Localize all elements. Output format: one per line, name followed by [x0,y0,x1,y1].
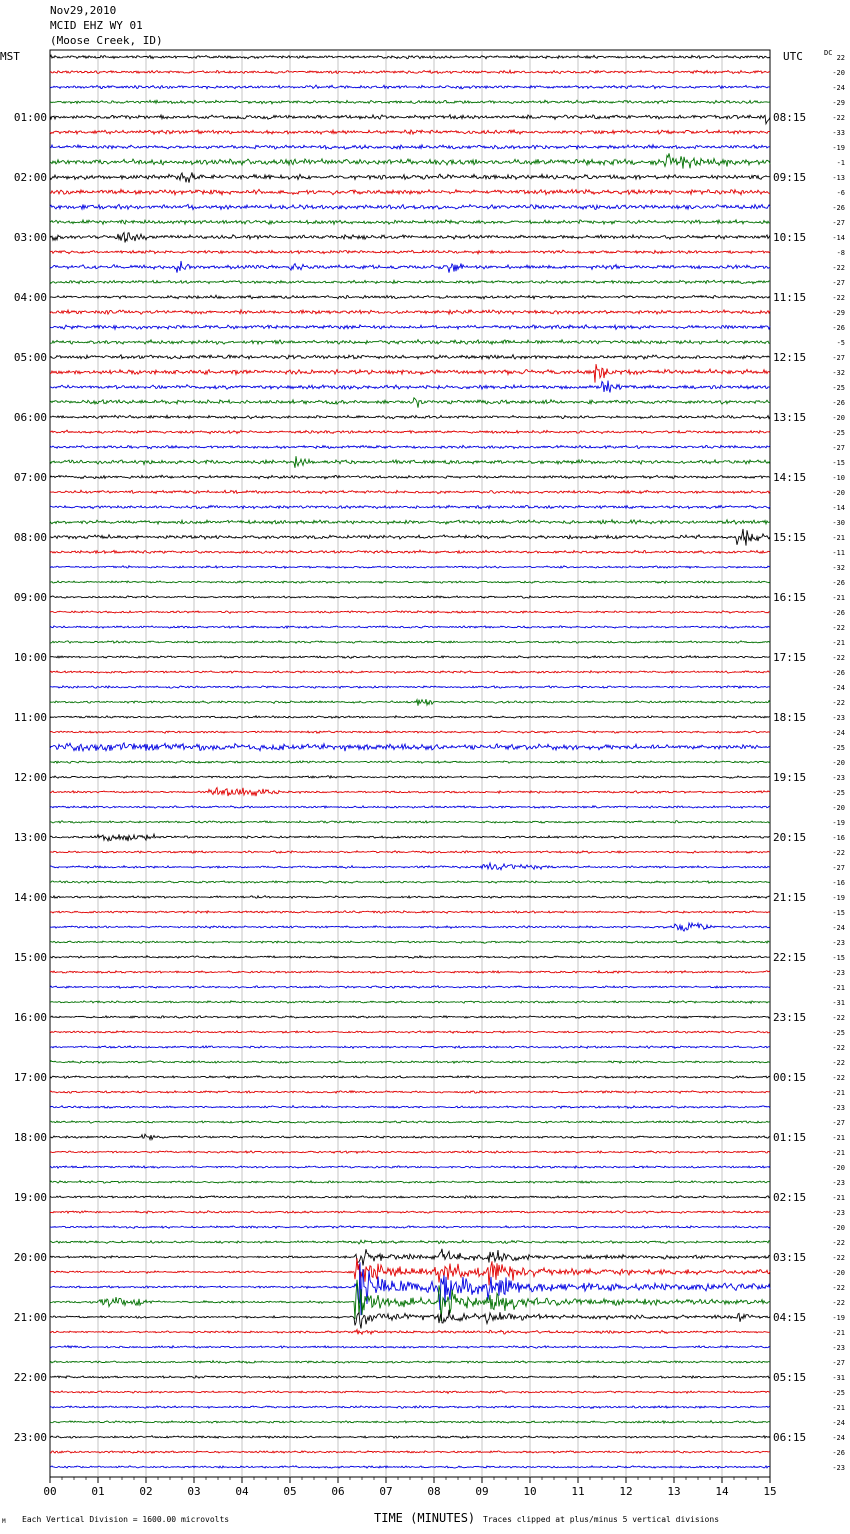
mst-hour-label: 12:00 [13,771,47,784]
dc-offset-label: -27 [832,444,845,452]
dc-offset-label: -22 [832,1254,845,1262]
dc-offset-label: -15 [832,954,845,962]
mst-hour-label: 13:00 [13,831,47,844]
utc-hour-label: 06:15 [773,1431,807,1444]
seismic-trace [50,415,770,419]
seismic-trace [50,325,770,330]
station-location: (Moose Creek, ID) [50,34,163,47]
dc-offset-label: -26 [832,399,845,407]
dc-offset-label: -22 [832,624,845,632]
dc-offset-label: -24 [832,729,845,737]
dc-offset-label: -27 [832,219,845,227]
seismic-trace [50,1361,770,1364]
seismic-trace [50,1226,770,1229]
mst-hour-label: 05:00 [13,351,47,364]
mst-hour-label: 11:00 [13,711,47,724]
seismic-trace [50,923,770,931]
seismic-trace [50,456,770,468]
dc-offset-label: -22 [832,264,845,272]
utc-hour-label: 17:15 [773,651,807,664]
x-tick-label: 07 [379,1485,393,1498]
seismic-trace [50,520,770,524]
mst-hour-label: 04:00 [13,291,47,304]
seismic-trace [50,1181,770,1184]
seismic-trace [50,490,770,494]
dc-offset-label: -22 [832,114,845,122]
utc-hour-label: 14:15 [773,471,807,484]
utc-hour-label: 19:15 [773,771,807,784]
dc-offset-label: -22 [832,1299,845,1307]
seismic-trace [50,851,770,854]
dc-offset-label: -20 [832,69,845,77]
seismic-trace [50,1240,770,1244]
dc-offset-label: -27 [832,1119,845,1127]
mst-hour-label: 16:00 [13,1011,47,1024]
dc-offset-label: -20 [832,804,845,812]
seismic-trace [50,671,770,674]
seismic-trace [50,863,770,870]
dc-offset-label: -22 [832,1239,845,1247]
dc-offset-label: -24 [832,1434,845,1442]
mst-hour-label: 02:00 [13,171,47,184]
dc-offset-label: -11 [832,549,845,557]
seismic-trace [50,1330,770,1335]
dc-offset-label: -25 [832,1029,845,1037]
x-tick-label: 06 [331,1485,345,1498]
seismic-trace [50,100,770,104]
dc-offset-label: -21 [832,1149,845,1157]
utc-hour-label: 04:15 [773,1311,807,1324]
dc-offset-label: -25 [832,429,845,437]
dc-offset-label: -25 [832,384,845,392]
seismic-trace [50,896,770,899]
utc-hour-label: 23:15 [773,1011,807,1024]
dc-offset-label: -22 [832,1014,845,1022]
utc-hour-label: 09:15 [773,171,807,184]
utc-hour-label: 02:15 [773,1191,807,1204]
seismic-trace [50,761,770,764]
utc-hour-label: 16:15 [773,591,807,604]
seismic-trace [50,153,770,168]
seismic-trace [50,364,770,383]
dc-offset-label: -26 [832,669,845,677]
dc-offset-label: -10 [832,474,845,482]
x-tick-label: 05 [283,1485,297,1498]
seismic-trace [50,1466,770,1468]
seismic-trace [50,941,770,944]
seismic-trace [50,430,770,434]
seismic-trace [50,1061,770,1064]
dc-offset-label: -23 [832,1344,845,1352]
dc-offset-label: -20 [832,414,845,422]
seismic-trace [50,911,770,914]
dc-offset-label: -16 [832,834,845,842]
dc-offset-label: -21 [832,1194,845,1202]
right-timezone-label: UTC [783,50,803,63]
dc-offset-label: -20 [832,1269,845,1277]
dc-offset-label: -8 [836,249,845,257]
x-tick-label: 09 [475,1485,489,1498]
utc-hour-label: 18:15 [773,711,807,724]
dc-offset-label: -25 [832,1389,845,1397]
dc-offset-label: -21 [832,1134,845,1142]
dc-offset-label: -1 [836,159,845,167]
seismic-trace [50,1310,770,1329]
dc-offset-label: -24 [832,84,845,92]
clip-note: Traces clipped at plus/minus 5 vertical divisions [483,1515,720,1524]
seismic-trace [50,581,770,583]
dc-offset-label: -22 [832,294,845,302]
plot-frame [50,50,770,1477]
dc-offset-label: -19 [832,819,845,827]
utc-hour-label: 01:15 [773,1131,807,1144]
seismic-trace [50,1091,770,1094]
dc-offset-label: -23 [832,714,845,722]
x-tick-label: 10 [523,1485,537,1498]
utc-hour-label: 08:15 [773,111,807,124]
mst-hour-label: 01:00 [13,111,47,124]
seismic-trace [50,1196,770,1199]
mst-hour-label: 08:00 [13,531,47,544]
dc-offset-label: -27 [832,354,845,362]
scale-note: Each Vertical Division = 1600.00 microvolts [22,1515,230,1524]
dc-offset-label: -21 [832,984,845,992]
dc-offset-label: -32 [832,369,845,377]
dc-offset-label: -23 [832,1464,845,1472]
seismic-trace [50,475,770,479]
seismic-trace [50,261,770,273]
seismic-trace [50,881,770,884]
dc-offset-header: DC [824,49,833,57]
dc-offset-label: 22 [836,54,845,62]
dc-offset-label: -6 [836,189,845,197]
dc-offset-label: -20 [832,1164,845,1172]
footer-mark: M [2,1518,6,1525]
seismic-trace [50,310,770,314]
seismic-trace [50,1451,770,1453]
seismic-trace [50,1166,770,1168]
utc-hour-label: 00:15 [773,1071,807,1084]
seismic-trace [50,596,770,599]
dc-offset-label: -25 [832,744,845,752]
mst-hour-label: 07:00 [13,471,47,484]
dc-offset-label: -23 [832,1104,845,1112]
chart-date: Nov29,2010 [50,4,117,17]
seismic-trace [50,731,770,733]
seismic-trace [50,1258,770,1285]
seismic-trace [50,1211,770,1214]
mst-hour-label: 17:00 [13,1071,47,1084]
dc-offset-label: -21 [832,1329,845,1337]
dc-offset-label: -26 [832,204,845,212]
seismic-trace [50,1016,770,1018]
seismic-trace [50,1391,770,1394]
seismic-trace [50,1249,770,1266]
utc-hour-label: 03:15 [773,1251,807,1264]
seismic-trace [50,529,770,546]
x-tick-label: 01 [91,1485,105,1498]
seismic-trace [50,834,770,841]
seismic-trace [50,641,770,644]
seismic-trace [50,776,770,779]
seismic-trace [50,70,770,73]
seismic-trace [50,986,770,989]
dc-offset-label: -19 [832,894,845,902]
mst-hour-label: 19:00 [13,1191,47,1204]
utc-hour-label: 15:15 [773,531,807,544]
seismic-trace [50,1436,770,1439]
x-tick-label: 15 [763,1485,777,1498]
x-tick-label: 11 [571,1485,585,1498]
left-timezone-label: MST [0,50,20,63]
seismic-trace [50,280,770,283]
seismic-trace [50,381,770,393]
utc-hour-label: 12:15 [773,351,807,364]
seismic-trace [50,716,770,719]
dc-offset-label: -29 [832,309,845,317]
mst-hour-label: 15:00 [13,951,47,964]
dc-offset-label: -20 [832,489,845,497]
dc-offset-label: -31 [832,1374,845,1382]
seismic-trace [50,340,770,345]
dc-offset-label: -27 [832,1359,845,1367]
mst-hour-label: 23:00 [13,1431,47,1444]
utc-hour-label: 20:15 [773,831,807,844]
dc-offset-label: -20 [832,759,845,767]
seismic-trace [50,1151,770,1154]
mst-hour-label: 22:00 [13,1371,47,1384]
seismic-trace [50,130,770,134]
dc-offset-label: -22 [832,654,845,662]
seismic-trace [50,1121,770,1123]
mst-hour-label: 18:00 [13,1131,47,1144]
x-tick-label: 03 [187,1485,201,1498]
seismic-trace [50,566,770,569]
dc-offset-label: -15 [832,909,845,917]
dc-offset-label: -20 [832,1224,845,1232]
x-tick-label: 04 [235,1485,249,1498]
dc-offset-label: -32 [832,564,845,572]
dc-offset-label: -15 [832,459,845,467]
seismic-trace [50,145,770,149]
mst-hour-label: 06:00 [13,411,47,424]
dc-offset-label: -14 [832,234,845,242]
dc-offset-label: -26 [832,609,845,617]
seismic-trace [50,788,770,797]
dc-offset-label: -29 [832,99,845,107]
dc-offset-label: -30 [832,519,845,527]
dc-offset-label: -26 [832,579,845,587]
utc-hour-label: 21:15 [773,891,807,904]
seismic-trace [50,1106,770,1109]
seismic-trace [50,233,770,243]
utc-hour-label: 22:15 [773,951,807,964]
x-tick-label: 00 [43,1485,57,1498]
seismic-trace [50,1134,770,1139]
dc-offset-label: -16 [832,879,845,887]
station-id: MCID EHZ WY 01 [50,19,143,32]
seismic-trace [50,115,770,124]
mst-hour-label: 20:00 [13,1251,47,1264]
dc-offset-label: -19 [832,144,845,152]
seismic-trace [50,172,770,182]
seismic-trace [50,1031,770,1033]
mst-hour-label: 21:00 [13,1311,47,1324]
seismic-trace [50,355,770,359]
seismic-trace [50,743,770,751]
seismic-trace [50,611,770,614]
dc-offset-label: -27 [832,279,845,287]
dc-offset-label: -13 [832,174,845,182]
seismic-trace [50,295,770,299]
seismic-trace [50,686,770,689]
seismic-trace [50,220,770,224]
seismic-trace [50,821,770,824]
seismic-trace [50,55,770,59]
dc-offset-label: -22 [832,699,845,707]
x-tick-label: 13 [667,1485,681,1498]
dc-offset-label: -33 [832,129,845,137]
seismic-trace [50,806,770,808]
seismic-trace [50,250,770,254]
seismic-trace [50,699,770,706]
seismic-trace [50,1262,770,1315]
dc-offset-label: -26 [832,1449,845,1457]
dc-offset-label: -23 [832,939,845,947]
utc-hour-label: 05:15 [773,1371,807,1384]
dc-offset-label: -22 [832,1074,845,1082]
x-tick-label: 14 [715,1485,729,1498]
seismic-trace [50,1346,770,1349]
seismic-trace [50,1046,770,1048]
dc-offset-label: -22 [832,1044,845,1052]
seismic-trace [50,1001,770,1004]
dc-offset-label: -26 [832,324,845,332]
seismic-trace [50,189,770,194]
x-axis-title: TIME (MINUTES) [374,1511,476,1525]
dc-offset-label: -19 [832,1314,845,1322]
dc-offset-label: -21 [832,1089,845,1097]
seismic-trace [50,85,770,89]
seismic-trace [50,505,770,508]
mst-hour-label: 10:00 [13,651,47,664]
dc-offset-label: -21 [832,639,845,647]
seismic-trace [50,956,770,959]
dc-offset-label: -25 [832,789,845,797]
dc-offset-label: -31 [832,999,845,1007]
x-tick-label: 02 [139,1485,153,1498]
mst-hour-label: 14:00 [13,891,47,904]
dc-offset-label: -22 [832,1284,845,1292]
utc-hour-label: 13:15 [773,411,807,424]
seismic-trace [50,1421,770,1424]
seismic-trace [50,204,770,209]
dc-offset-label: -21 [832,1404,845,1412]
dc-offset-label: -24 [832,1419,845,1427]
seismic-trace [50,398,770,408]
dc-offset-label: -23 [832,1179,845,1187]
seismic-trace [50,1076,770,1079]
seismic-trace [50,550,770,553]
utc-hour-label: 11:15 [773,291,807,304]
dc-offset-label: -5 [836,339,845,347]
dc-offset-label: -23 [832,1209,845,1217]
seismic-trace [50,1406,770,1409]
dc-offset-label: -22 [832,849,845,857]
dc-offset-label: -27 [832,864,845,872]
dc-offset-label: -24 [832,924,845,932]
x-tick-label: 08 [427,1485,441,1498]
dc-offset-label: -21 [832,594,845,602]
utc-hour-label: 10:15 [773,231,807,244]
dc-offset-label: -24 [832,684,845,692]
seismic-trace [50,656,770,659]
dc-offset-label: -22 [832,1059,845,1067]
seismic-trace [50,445,770,448]
seismic-trace [50,1376,770,1379]
mst-hour-label: 09:00 [13,591,47,604]
dc-offset-label: -14 [832,504,845,512]
seismic-trace [50,626,770,628]
x-tick-label: 12 [619,1485,633,1498]
dc-offset-label: -23 [832,969,845,977]
dc-offset-label: -21 [832,534,845,542]
seismic-trace [50,971,770,974]
mst-hour-label: 03:00 [13,231,47,244]
dc-offset-label: -23 [832,774,845,782]
